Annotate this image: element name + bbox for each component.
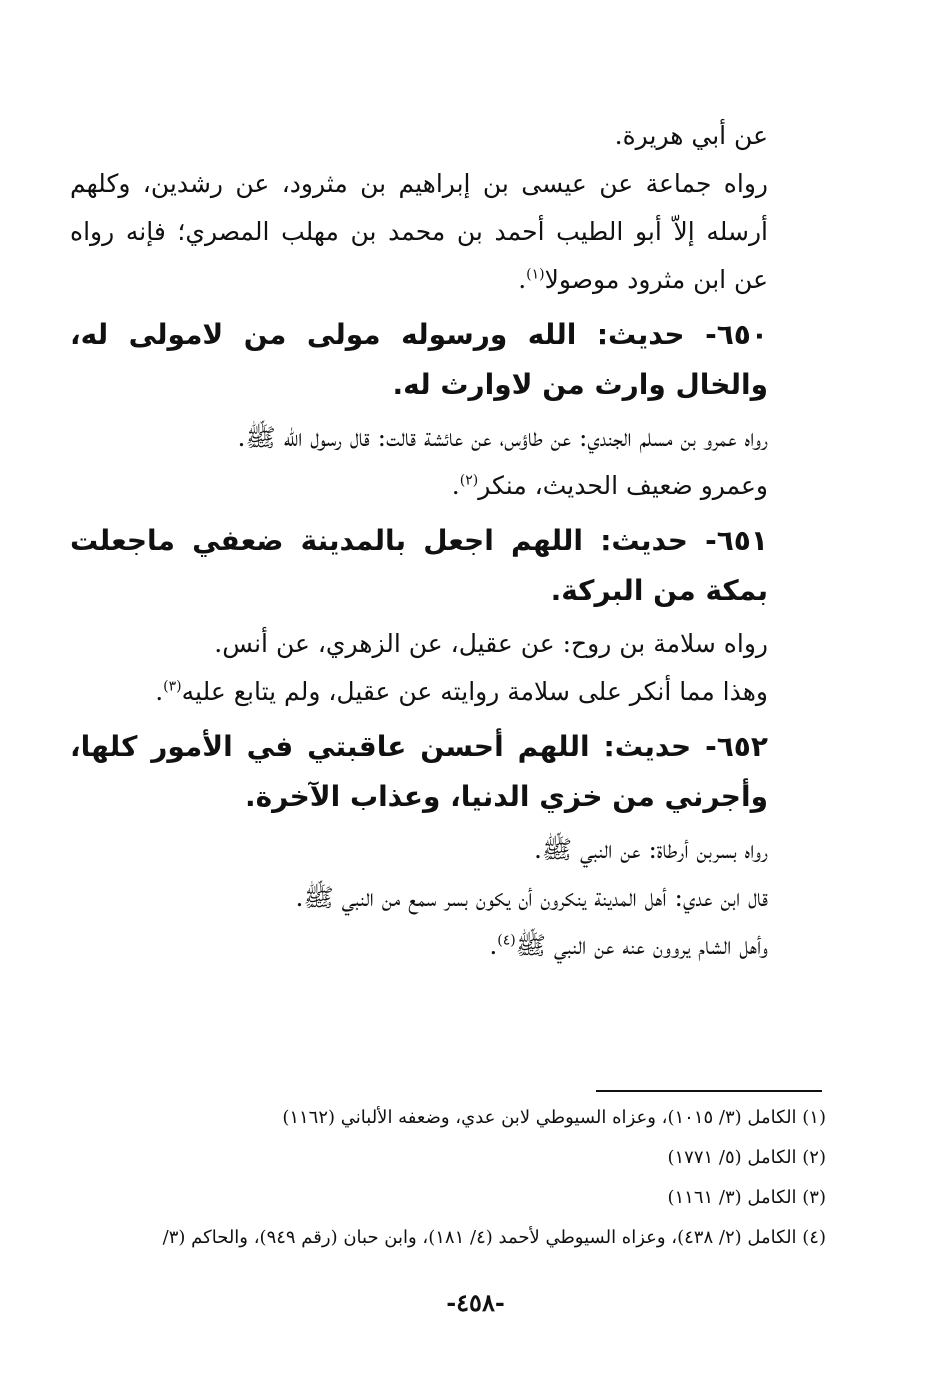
footnote-4: (٤) الكامل (٢/ ٤٣٨)، وعزاه السيوطي لأحمد (٤/ ١٨١)، وابن حبان (رقم ٩٤٩)، والحاكم (٣/ — [162, 1227, 826, 1248]
paragraph-7: رواه بسربن أرطاة: عن النبي ﷺ. — [533, 835, 768, 864]
footnote-3: (٣) الكامل (٣/ ١١٦١) — [667, 1187, 826, 1208]
footnotes — [70, 1098, 826, 1258]
paragraph-2-end: . — [518, 265, 527, 294]
hadith-651: ٦٥١- حديث: اللهم اجعل بالمدينة ضعفي ماجعلت بمكة من البركة. — [70, 524, 768, 607]
paragraph-4-end: . — [451, 471, 460, 500]
footnote-divider — [596, 1090, 822, 1092]
paragraph-1-text: عن أبي هريرة. — [614, 121, 768, 150]
footnote-ref-4: (٤) — [497, 932, 516, 949]
footnote-1: (١) الكامل (٣/ ١٠١٥)، وعزاه السيوطي لابن عدي، وضعفه الألباني (١١٦٢) — [282, 1107, 826, 1128]
paragraph-3: رواه عمرو بن مسلم الجندي: عن طاؤس، عن عائشة قالت: قال رسول الله ﷺ. — [237, 423, 768, 452]
paragraph-4 — [70, 462, 826, 510]
paragraph-2-text: رواه جماعة عن عيسى بن إبراهيم بن مثرود، عن رشدين، وكلهم أرسله إلاّ أبو الطيب أحمد بن محمد بن مهلب المصري؛ فإنه رواه عن ابن مثرود موصولا — [70, 169, 768, 294]
page-number: -٤٥٨- — [446, 1288, 505, 1317]
paragraph-2 — [70, 160, 826, 304]
paragraph-9-end: . — [489, 931, 498, 960]
hadith-650: ٦٥٠- حديث: الله ورسوله مولى من لامولى له، والخال وارث من لاوارث له. — [70, 318, 768, 401]
paragraph-9 — [70, 922, 826, 970]
footnote-ref-1: (١) — [526, 266, 545, 283]
footnote-ref-2: (٢) — [459, 472, 479, 489]
footnote-2: (٢) الكامل (٥/ ١٧٧١) — [667, 1147, 826, 1168]
hadith-652: ٦٥٢- حديث: اللهم أحسن عاقبتي في الأمور كلها، وأجرني من خزي الدنيا، وعذاب الآخرة. — [70, 730, 768, 813]
paragraph-8: قال ابن عدي: أهل المدينة ينكرون أن يكون بسر سمع من النبي ﷺ. — [295, 883, 768, 912]
main-text — [70, 112, 826, 970]
paragraph-9-text: وأهل الشام يروون عنه عن النبي ﷺ — [515, 931, 768, 960]
paragraph-6-end: . — [155, 677, 164, 706]
paragraph-1 — [70, 112, 826, 160]
paragraph-6-text: وهذا مما أنكر على سلامة روايته عن عقيل، ولم يتابع عليه — [181, 677, 768, 706]
paragraph-4-text: وعمرو ضعيف الحديث، منكر — [478, 471, 768, 500]
paragraph-5: رواه سلامة بن روح: عن عقيل، عن الزهري، عن أنس. — [214, 629, 768, 658]
footnote-ref-3: (٣) — [163, 678, 182, 695]
paragraph-6 — [70, 668, 826, 716]
